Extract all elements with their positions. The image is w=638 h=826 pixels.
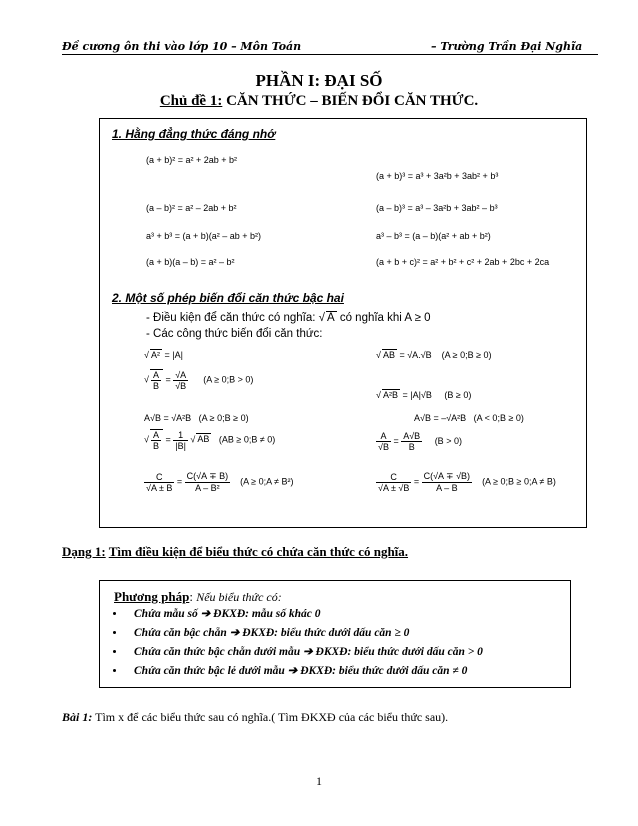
condition-suffix: có nghĩa khi A ≥ 0 xyxy=(339,312,431,324)
page-number: 1 xyxy=(316,774,322,788)
exercise-1-text: Tìm x để các biểu thức sau có nghĩa.( Tìm ĐKXĐ của các biểu thức sau). xyxy=(95,710,449,724)
formula-sqrt-quotient: √ $\frac{A}{B}$ = $\frac{√A}{√B}$ (A ≥ 0;B > 0) xyxy=(144,369,254,391)
method-list xyxy=(112,605,483,681)
condition-prefix: - Điều kiện để căn thức có nghĩa: xyxy=(146,312,316,324)
formula-rationalize-inner: √ $\frac{A}{B}$ = $\frac{1}{|B|}$ √ AB (AB ≥ 0;B ≠ 0) xyxy=(144,429,276,451)
formula-put-in-negative: A√B = –√A²B (A < 0;B ≥ 0) xyxy=(414,413,524,423)
topic-title xyxy=(0,93,638,110)
identity-right-1: (a + b)³ = a³ + 3a²b + 3ab² + b³ xyxy=(376,171,499,181)
section1-title: 1. Hằng đẳng thức đáng nhớ xyxy=(112,127,276,141)
forms-label: - Các công thức biến đổi căn thức: xyxy=(146,328,323,340)
formula-conjugate-2: $\frac{C}{√A \pm √B}$ = $\frac{C(√A \mp √B)}{A - B}$ (A ≥ 0;B ≥ 0;A ≠ B) xyxy=(378,471,556,493)
identity-right-4: (a + b + c)² = a² + b² + c² + 2ab + 2bc + 2ca xyxy=(376,257,550,267)
condition-radicand: A xyxy=(326,312,335,324)
formula-take-out: √ A²B = |A|√B (B ≥ 0) xyxy=(376,390,472,400)
method-box xyxy=(99,580,571,688)
formula-conjugate-1: $\frac{C}{√A \pm B}$ = $\frac{C(√A \mp B)}{\text{A – B²}}$ (A ≥ 0;A ≠ B²) xyxy=(146,471,294,493)
dang1-text: Tìm điều kiện để biểu thức có chứa căn thức có nghĩa. xyxy=(108,544,409,559)
exercise-1 xyxy=(62,710,448,725)
identity-left-3: a³ + b³ = (a + b)(a² – ab + b²) xyxy=(146,231,262,241)
topic-label: Chủ đề 1: xyxy=(159,93,223,109)
part-title: PHẦN I: ĐẠI SỐ xyxy=(255,71,383,90)
exercise-1-label: Bài 1: xyxy=(62,710,93,724)
formula-box xyxy=(99,118,587,528)
formula-put-in-positive: A√B = √A²B (A ≥ 0;B ≥ 0) xyxy=(144,413,249,423)
method-intro: Nếu biểu thức có: xyxy=(196,590,282,604)
header-right: – Trường Trần Đại Nghĩa xyxy=(431,40,583,53)
identity-right-3: a³ – b³ = (a – b)(a² + ab + b²) xyxy=(376,231,491,241)
arrow-right-icon: ➔ xyxy=(287,665,298,677)
dang1-heading xyxy=(62,544,408,560)
arrow-right-icon: ➔ xyxy=(303,646,313,658)
dang1-label: Dạng 1: xyxy=(62,544,106,559)
topic-text: CĂN THỨC – BIẾN ĐỔI CĂN THỨC. xyxy=(226,93,479,109)
method-item: • Chứa mẫu số ➔ ĐKXĐ: mẫu số khác 0 xyxy=(126,605,483,624)
method-heading: Phương pháp: Nếu biểu thức có: xyxy=(114,589,282,604)
identity-left-1: (a + b)² = a² + 2ab + b² xyxy=(146,155,238,165)
header-divider xyxy=(62,54,598,55)
identity-left-2: (a – b)² = a² – 2ab + b² xyxy=(146,203,237,213)
method-item: • Chứa căn bậc chẵn ➔ ĐKXĐ: biểu thức dưới dấu căn ≥ 0 xyxy=(126,624,483,643)
condition-line: - Điều kiện để căn thức có nghĩa: √ A có nghĩa khi A ≥ 0 xyxy=(146,312,431,324)
formula-sqrt-square: √ A² = |A| xyxy=(144,350,183,360)
method-item: • Chứa căn thức bậc chẵn dưới mẫu ➔ ĐKXĐ: biểu thức dưới dấu căn > 0 xyxy=(126,643,483,662)
section2-title: 2. Một số phép biến đổi căn thức bậc hai xyxy=(112,291,344,305)
formula-rationalize-denominator: $\frac{A}{√B}$ = $\frac{A√B}{B}$ (B > 0) xyxy=(378,431,462,452)
method-label: Phương pháp xyxy=(114,589,190,604)
arrow-right-icon: ➔ xyxy=(229,627,240,639)
header-left: Đề cương ôn thi vào lớp 10 – Môn Toán xyxy=(62,40,302,53)
identity-left-4: (a + b)(a – b) = a² – b² xyxy=(146,257,235,267)
method-item: • Chứa căn thức bậc lẻ dưới mẫu ➔ ĐKXĐ: biểu thức dưới dấu căn ≠ 0 xyxy=(126,662,483,681)
formula-sqrt-product: √ AB = √A.√B (A ≥ 0;B ≥ 0) xyxy=(376,350,492,360)
identity-right-2: (a – b)³ = a³ – 3a²b + 3ab² – b³ xyxy=(376,203,498,213)
arrow-right-icon: ➔ xyxy=(200,608,211,620)
